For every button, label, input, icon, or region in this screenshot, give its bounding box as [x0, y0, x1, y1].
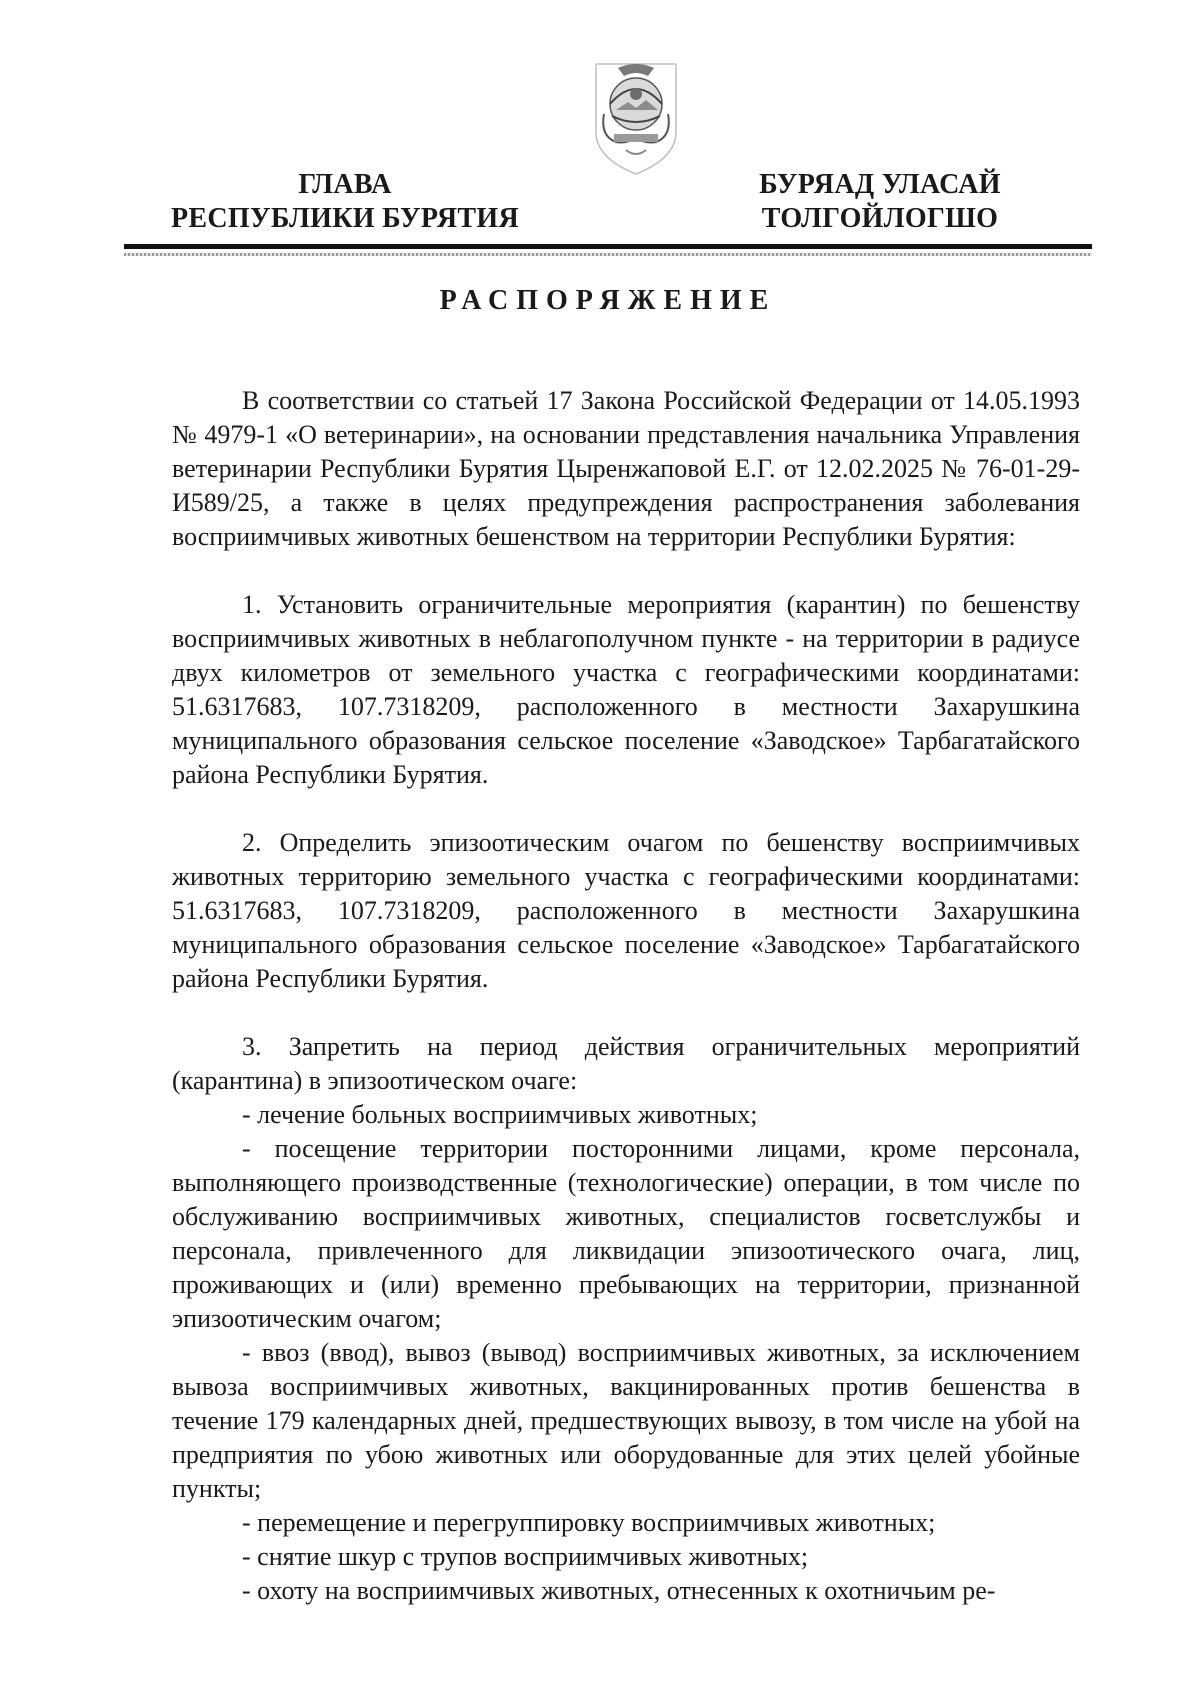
- issuer-title-russian: [160, 168, 530, 236]
- preamble-paragraph: В соответствии со статьей 17 Закона Российской Федерации от 14.05.1993 № 4979-1 «О ветеринарии», на основании представления начальника Управления ветеринарии Республики Бурятия Цыренжаповой Е.Г. от 12.02.2025 № 76-01-29-И589/25, а также в целях предупреждения распространения заболевания восприимчивых животных бешенством на территории Республики Бурятия:: [172, 386, 1080, 551]
- clause-3-item: - перемещение и перегруппировку восприимчивых животных;: [242, 1508, 936, 1537]
- clause-3-item: - лечение больных восприимчивых животных;: [242, 1100, 758, 1129]
- coat-of-arms-icon: [586, 58, 686, 178]
- header-divider-thin: [124, 253, 1092, 256]
- clause-3-item: - ввоз (ввод), вывоз (вывод) восприимчивых животных, за исключением вывоза восприимчивых животных, вакцинированных против бешенства в течение 179 календарных дней, предшествующих вывозу, в том числе на убой на предприятия по убою животных или оборудованные для этих целей убойные пункты;: [172, 1338, 1080, 1503]
- issuer-title-buryat: [720, 168, 1040, 236]
- clause-1: 1. Установить ограничительные мероприятия (карантин) по бешенству восприимчивых животных в неблагополучном пункте - на территории в радиусе двух километров от земельного участка с географическими координатами: 51.6317683, 107.7318209, расположенного в местности Захарушкина муниципального образования сельское поселение «Заводское» Тарбагатайского района Республики Бурятия.: [172, 590, 1080, 789]
- clause-3: 3. Запретить на период действия ограничительных мероприятий (карантина) в эпизоотическом очаге:: [172, 1032, 1080, 1095]
- issuer-line-1: ГЛАВА: [298, 169, 392, 200]
- document-title: РАСПОРЯЖЕНИЕ: [439, 285, 777, 316]
- clause-3-item: - посещение территории посторонними лицами, кроме персонала, выполняющего производственные (технологические) операции, в том числе по обслуживанию восприимчивых животных, специалистов госветслужбы и персонала, привлеченного для ликвидации эпизоотического очага, лиц, проживающих и (или) временно пребывающих на территории, признанной эпизоотическим очагом;: [172, 1134, 1080, 1333]
- clause-2: 2. Определить эпизоотическим очагом по бешенству восприимчивых животных территорию земельного участка с географическими координатами: 51.6317683, 107.7318209, расположенного в местности Захарушкина муниципального образования сельское поселение «Заводское» Тарбагатайского района Республики Бурятия.: [172, 828, 1080, 993]
- header-divider-thick: [124, 244, 1092, 249]
- issuer-line-2: РЕСПУБЛИКИ БУРЯТИЯ: [171, 203, 519, 234]
- clause-3-item: - охоту на восприимчивых животных, отнесенных к охотничьим ре-: [242, 1576, 996, 1605]
- issuer-buryat-line-1: БУРЯАД УЛАСАЙ: [759, 169, 1001, 200]
- issuer-buryat-line-2: ТОЛГОЙЛОГШО: [761, 203, 999, 234]
- clause-3-item: - снятие шкур с трупов восприимчивых животных;: [242, 1542, 809, 1571]
- document-body: [172, 384, 1080, 1608]
